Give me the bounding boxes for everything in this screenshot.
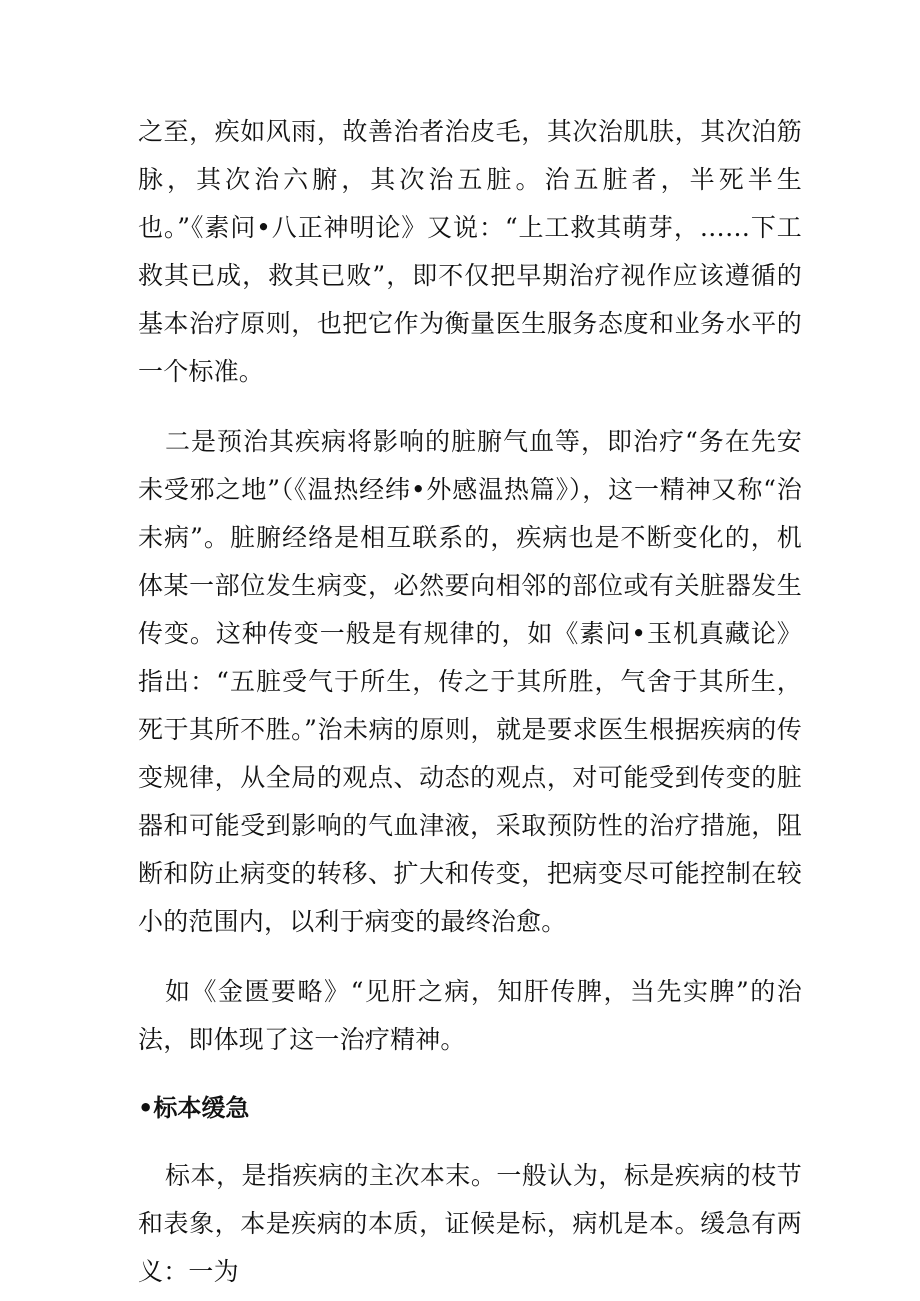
- paragraph-biaoben-definition: 标本，是指疾病的主次本末。一般认为，标是疾病的枝节和表象，本是疾病的本质，证候是标，病机是本。缓急有两义：一为: [138, 1161, 802, 1286]
- paragraph-jingui-example: 如《金匮要略》“见肝之病，知肝传脾，当先实脾”的治法，即体现了这一治疗精神。: [138, 977, 802, 1054]
- paragraph-prevent-transmission: 二是预治其疾病将影响的脏腑气血等，即治疗“务在先安未受邪之地”（《温热经纬•外感温热篇》），这一精神又称“治未病”。脏腑经络是相互联系的，疾病也是不断变化的，机体某一部位发生病变，必然要向相邻的部位或有关脏器发生传变。这种传变一般是有规律的，如《素问•玉机真藏论》指出：“五脏受气于所生，传之于其所胜，气舍于其所生，死于其所不胜。”治未病的原则，就是要求医生根据疾病的传变规律，从全局的观点、动态的观点，对可能受到传变的脏器和可能受到影响的气血津液，采取预防性的治疗措施，阻断和防止病变的转移、扩大和传变，把病变尽可能控制在较小的范围内，以利于病变的最终治愈。: [138, 427, 802, 936]
- section-heading-biaoben: •标本缓急: [138, 1094, 250, 1122]
- paragraph-early-treatment: 之至，疾如风雨，故善治者治皮毛，其次治肌肤，其次泊筋脉，其次治六腑，其次治五脏。治五脏者，半死半生也。”《素问•八正神明论》又说：“上工救其萌芽，……下工救其已成，救其已败”，即不仅把早期治疗视作应该遵循的基本治疗原则，也把它作为衡量医生服务态度和业务水平的一个标准。: [138, 117, 802, 386]
- document-body: [138, 108, 802, 1296]
